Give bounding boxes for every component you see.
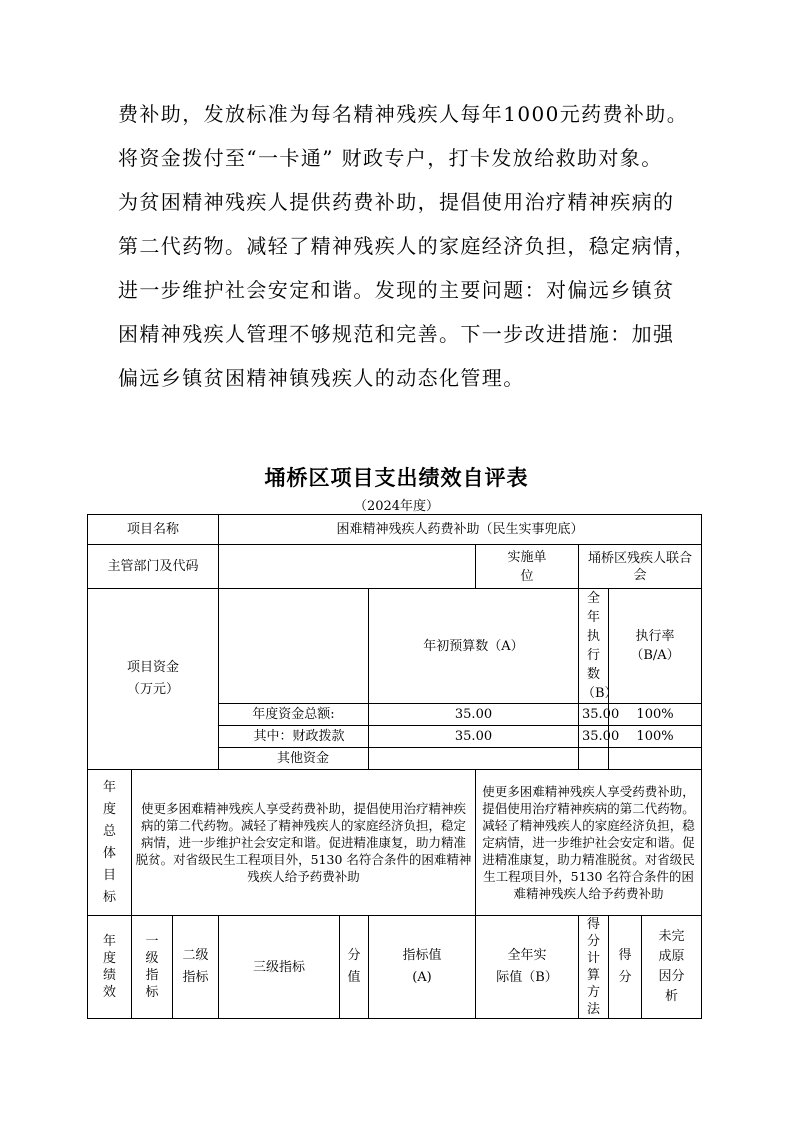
paragraph-line: 将资金拨付至“一卡通” 财政专户，打卡发放给救助对象。 bbox=[118, 146, 663, 170]
table-row bbox=[88, 515, 702, 545]
perf-label: 年 度 绩 效 bbox=[88, 916, 132, 1019]
fund-total-rate: 100% bbox=[609, 704, 702, 726]
fund-other-rate bbox=[609, 748, 702, 770]
goal-label: 年 度 总 体 目 标 bbox=[88, 770, 132, 916]
level3-header: 三级指标 bbox=[219, 916, 340, 1019]
paragraph-line: 第二代药物。减轻了精神残疾人的家庭经济负担，稳定病情， bbox=[118, 234, 696, 258]
fund-label: 项目资金 （万元） bbox=[88, 589, 219, 770]
score-header: 得 分 bbox=[609, 916, 642, 1019]
paragraph-line: 偏远乡镇贫困精神镇残疾人的动态化管理。 bbox=[118, 366, 525, 390]
project-name-label: 项目名称 bbox=[88, 515, 219, 545]
dept-label: 主管部门及代码 bbox=[88, 545, 219, 589]
table-row bbox=[88, 545, 702, 589]
performance-evaluation-table bbox=[87, 514, 702, 1019]
fund-other-label: 其他资金 bbox=[219, 748, 369, 770]
method-header: 得分计算方法 bbox=[579, 916, 609, 1019]
goal-text-left: 使更多困难精神残疾人享受药费补助，提倡使用治疗精神疾病的第二代药物。减轻了精神残疾人的家庭经济负担，稳定病情，进一步维护社会安定和谐。促进精准康复，助力精准脱贫。对省级民生工程项目外，5130 名符合条件的困难精神残疾人给予药费补助 bbox=[132, 770, 476, 916]
col-rate-header: 执行率 （B/A） bbox=[609, 589, 702, 704]
index-value-header: 指标值 (A) bbox=[369, 916, 476, 1019]
project-name-value: 困难精神残疾人药费补助（民生实事兜底） bbox=[219, 515, 702, 545]
reason-header: 未完 成原 因分 析 bbox=[642, 916, 702, 1019]
table-row bbox=[88, 770, 702, 916]
paragraph-line: 为贫困精神残疾人提供药费补助，提倡使用治疗精神疾病的 bbox=[118, 190, 675, 214]
fund-total-exec: 35.00 bbox=[579, 704, 609, 726]
fund-fiscal-rate: 100% bbox=[609, 726, 702, 748]
impl-label: 实施单 位 bbox=[476, 545, 579, 589]
table-subtitle: （2024年度） bbox=[353, 499, 440, 514]
impl-value: 埇桥区残疾人联合会 bbox=[579, 545, 702, 589]
col-budget-header: 年初预算数（A） bbox=[369, 589, 579, 704]
level2-header: 二级 指标 bbox=[173, 916, 219, 1019]
paragraph-line: 进一步维护社会安定和谐。发现的主要问题：对偏远乡镇贫 bbox=[118, 278, 675, 302]
paragraph-line: 费补助，发放标准为每名精神残疾人每年1000元药费补助。 bbox=[118, 102, 689, 126]
fund-total-budget: 35.00 bbox=[369, 704, 579, 726]
fund-total-label: 年度资金总额: bbox=[219, 704, 369, 726]
col-exec-header: 全年执行数 （B） bbox=[579, 589, 609, 704]
dept-value bbox=[219, 545, 476, 589]
body-paragraph bbox=[118, 92, 696, 400]
goal-text-right: 使更多困难精神残疾人享受药费补助，提倡使用治疗精神疾病的第二代药物。减轻了精神残疾人的家庭经济负担，稳定病情，进一步维护社会安定和谐。促进精准康复，助力精准脱贫。对省级民生工程项目外，5130 名符合条件的困难精神残疾人给予药费补助 bbox=[476, 770, 702, 916]
paragraph-line: 困精神残疾人管理不够规范和完善。下一步改进措施：加强 bbox=[118, 322, 675, 346]
fund-fiscal-budget: 35.00 bbox=[369, 726, 579, 748]
table-row bbox=[88, 589, 702, 704]
fund-other-exec bbox=[579, 748, 609, 770]
fund-fiscal-exec: 35.00 bbox=[579, 726, 609, 748]
table-row bbox=[88, 916, 702, 1019]
actual-value-header: 全年实 际值（B） bbox=[476, 916, 579, 1019]
level1-header: 一 级 指 标 bbox=[132, 916, 173, 1019]
fund-other-budget bbox=[369, 748, 579, 770]
score-value-header: 分 值 bbox=[340, 916, 369, 1019]
fund-fiscal-label: 其中：财政拨款 bbox=[219, 726, 369, 748]
table-title: 埇桥区项目支出绩效自评表 bbox=[264, 465, 529, 490]
